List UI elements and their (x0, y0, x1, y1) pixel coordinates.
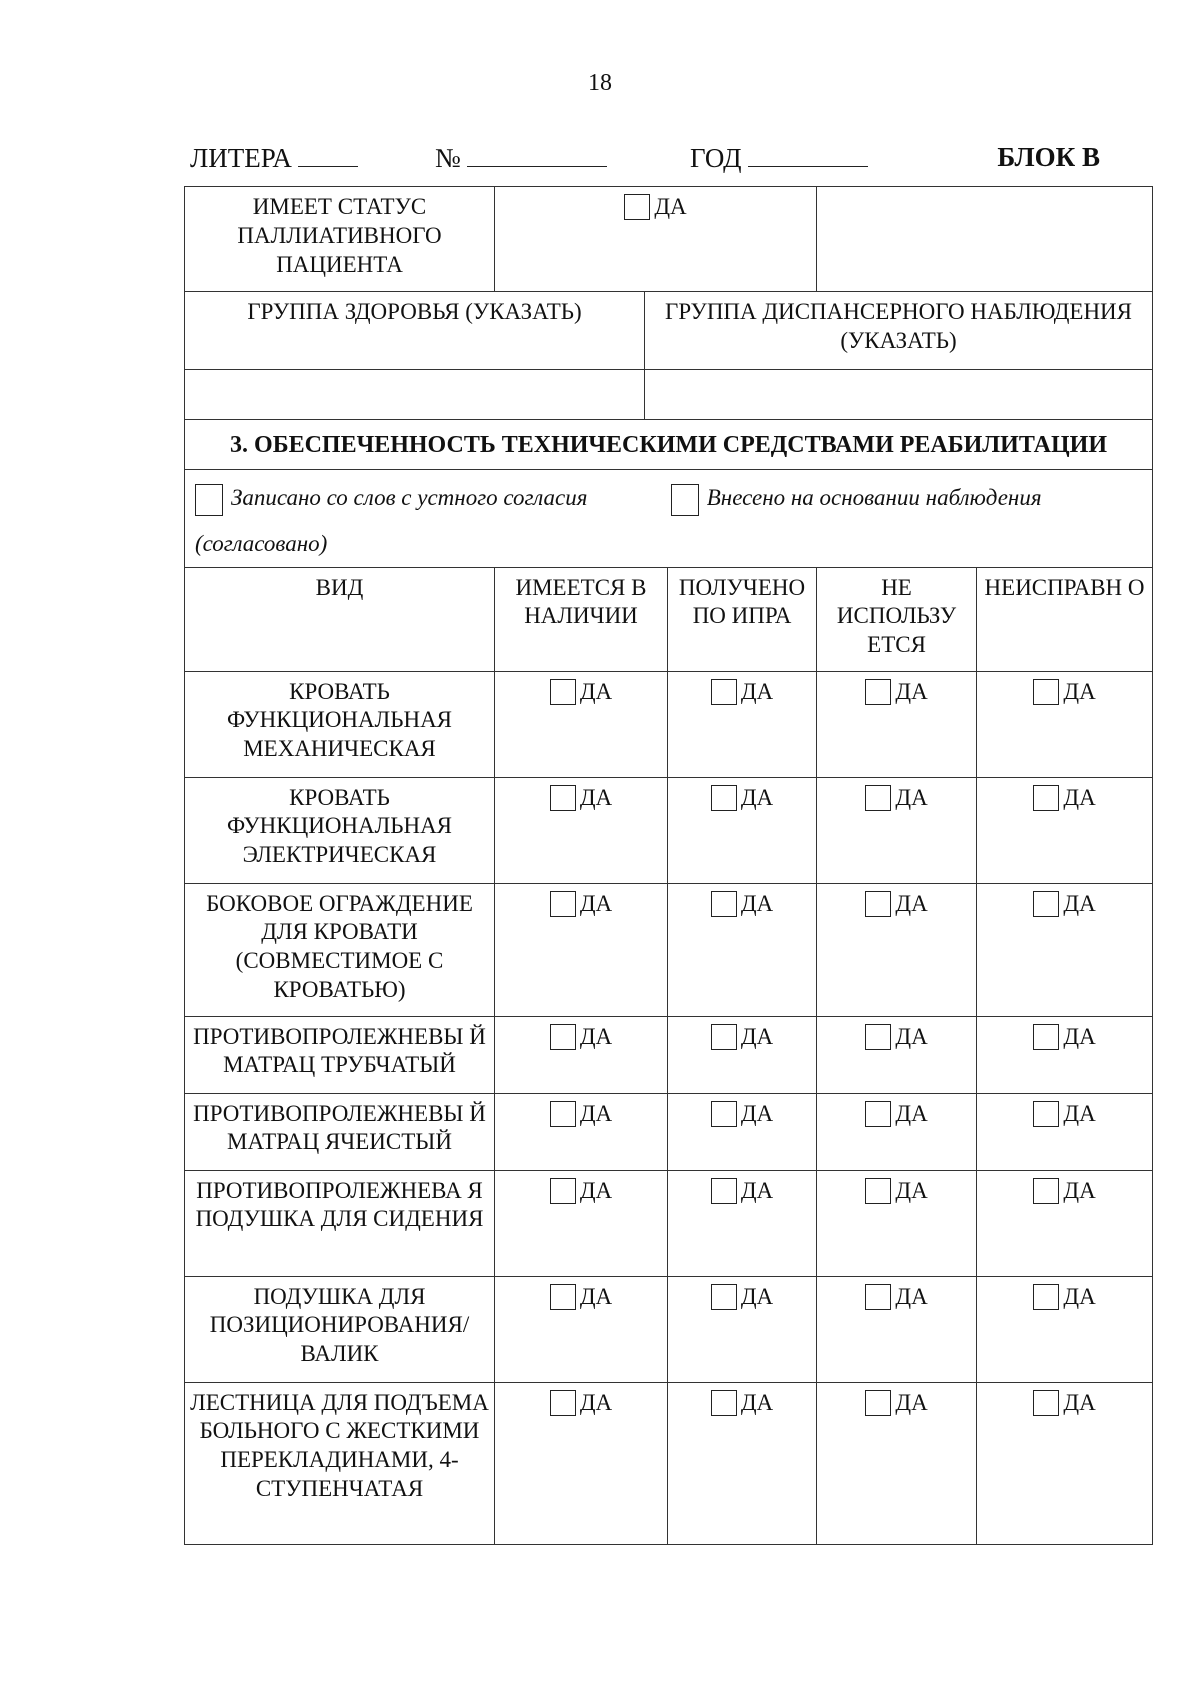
litera-label: ЛИТЕРА (190, 143, 292, 173)
status-cell (495, 883, 668, 1016)
yes-checkbox[interactable] (1033, 785, 1059, 811)
litera-blank[interactable] (298, 142, 358, 167)
status-cell (977, 1382, 1153, 1544)
yes-checkbox[interactable] (550, 1390, 576, 1416)
yes-checkbox[interactable] (865, 1390, 891, 1416)
status-cell (668, 1170, 817, 1276)
year-field[interactable] (690, 142, 868, 174)
status-cell (977, 1093, 1153, 1170)
yes-checkbox[interactable] (1033, 1024, 1059, 1050)
status-cell (977, 671, 1153, 777)
yes-checkbox[interactable] (1033, 891, 1059, 917)
yes-checkbox[interactable] (1033, 679, 1059, 705)
palliative-yes-checkbox[interactable] (624, 194, 650, 220)
dispensary-group-label: ГРУППА ДИСПАНСЕРНОГО НАБЛЮДЕНИЯ (УКАЗАТЬ) (645, 292, 1153, 370)
status-cell (977, 1016, 1153, 1093)
year-blank[interactable] (748, 142, 868, 167)
health-group-input[interactable] (185, 370, 645, 420)
data-source-row (185, 470, 1153, 568)
yes-checkbox[interactable] (550, 785, 576, 811)
section-title: 3. ОБЕСПЕЧЕННОСТЬ ТЕХНИЧЕСКИМИ СРЕДСТВАМИ РЕАБИЛИТАЦИИ (185, 420, 1153, 470)
yes-checkbox[interactable] (1033, 1390, 1059, 1416)
yes-label: ДА (895, 890, 928, 916)
block-label: БЛОК В (997, 142, 1100, 172)
source-observed-option (671, 484, 1042, 516)
yes-label: ДА (740, 1023, 774, 1049)
yes-label: ДА (740, 678, 774, 704)
status-cell (817, 1016, 977, 1093)
yes-label: ДА (579, 1177, 613, 1203)
table-row (185, 671, 1153, 777)
status-cell (495, 1016, 668, 1093)
column-header: НЕИСПРАВН О (977, 567, 1153, 671)
column-header: НЕ ИСПОЛЬЗУ ЕТСЯ (817, 567, 977, 671)
yes-checkbox[interactable] (550, 679, 576, 705)
item-name: ПРОТИВОПРОЛЕЖНЕВА Я ПОДУШКА ДЛЯ СИДЕНИЯ (185, 1170, 495, 1276)
yes-checkbox[interactable] (711, 1178, 737, 1204)
source-observed-label: Внесено на основании наблюдения (706, 485, 1042, 510)
status-cell (817, 1170, 977, 1276)
table-row (185, 1016, 1153, 1093)
page-number: 18 (588, 70, 612, 96)
source-verbal-continuation: (согласовано) (195, 530, 328, 556)
yes-label: ДА (579, 890, 613, 916)
item-name: КРОВАТЬ ФУНКЦИОНАЛЬНАЯ ЭЛЕКТРИЧЕСКАЯ (185, 777, 495, 883)
yes-label: ДА (579, 1023, 613, 1049)
yes-checkbox[interactable] (550, 1178, 576, 1204)
source-verbal-checkbox[interactable] (195, 484, 223, 516)
yes-label: ДА (895, 678, 928, 704)
palliative-status-option (495, 187, 817, 292)
table-row (185, 1093, 1153, 1170)
yes-checkbox[interactable] (711, 1390, 737, 1416)
litera-field[interactable] (190, 142, 358, 174)
health-group-label: ГРУППА ЗДОРОВЬЯ (УКАЗАТЬ) (185, 292, 645, 370)
status-cell (817, 1382, 977, 1544)
yes-checkbox[interactable] (711, 891, 737, 917)
yes-checkbox[interactable] (550, 1101, 576, 1127)
yes-checkbox[interactable] (711, 785, 737, 811)
form-header (190, 142, 1100, 178)
yes-checkbox[interactable] (865, 1101, 891, 1127)
table-row (185, 777, 1153, 883)
yes-checkbox[interactable] (711, 1024, 737, 1050)
status-cell (668, 671, 817, 777)
yes-label: ДА (1063, 1283, 1096, 1309)
yes-checkbox[interactable] (1033, 1178, 1059, 1204)
yes-label: ДА (579, 1100, 613, 1126)
yes-checkbox[interactable] (865, 785, 891, 811)
source-verbal-option (195, 484, 665, 516)
yes-label: ДА (740, 1283, 774, 1309)
status-cell (668, 1016, 817, 1093)
yes-label: ДА (740, 890, 774, 916)
yes-label: ДА (895, 784, 928, 810)
yes-label: ДА (579, 1283, 613, 1309)
columns-header-row (185, 567, 1153, 671)
status-cell (495, 777, 668, 883)
number-blank[interactable] (467, 142, 607, 167)
yes-checkbox[interactable] (865, 1284, 891, 1310)
yes-label: ДА (895, 1023, 928, 1049)
item-name: ПРОТИВОПРОЛЕЖНЕВЫ Й МАТРАЦ ЯЧЕИСТЫЙ (185, 1093, 495, 1170)
yes-label: ДА (740, 1177, 774, 1203)
table-row (185, 1170, 1153, 1276)
yes-checkbox[interactable] (711, 679, 737, 705)
item-name: ЛЕСТНИЦА ДЛЯ ПОДЪЕМА БОЛЬНОГО С ЖЕСТКИМИ ПЕРЕКЛАДИНАМИ, 4- СТУПЕНЧАТАЯ (185, 1382, 495, 1544)
year-label: ГОД (690, 143, 742, 173)
yes-checkbox[interactable] (711, 1284, 737, 1310)
status-cell (668, 883, 817, 1016)
yes-checkbox[interactable] (1033, 1284, 1059, 1310)
status-cell (668, 1093, 817, 1170)
status-cell (977, 777, 1153, 883)
status-cell (977, 1276, 1153, 1382)
rehab-form-table (184, 186, 1153, 1545)
yes-checkbox[interactable] (1033, 1101, 1059, 1127)
yes-label: ДА (1063, 1023, 1096, 1049)
yes-checkbox[interactable] (865, 1178, 891, 1204)
status-cell (817, 777, 977, 883)
status-cell (495, 1276, 668, 1382)
yes-checkbox[interactable] (550, 1024, 576, 1050)
yes-label: ДА (1063, 890, 1096, 916)
yes-label: ДА (1063, 1177, 1096, 1203)
yes-label: ДА (579, 1389, 613, 1415)
yes-label: ДА (895, 1100, 928, 1126)
yes-label: ДА (1063, 1100, 1096, 1126)
status-cell (817, 671, 977, 777)
source-observed-checkbox[interactable] (671, 484, 699, 516)
yes-label: ДА (740, 1100, 774, 1126)
status-cell (668, 777, 817, 883)
number-label: № (435, 143, 461, 173)
column-header: ВИД (185, 567, 495, 671)
status-cell (817, 1093, 977, 1170)
item-name: ПРОТИВОПРОЛЕЖНЕВЫ Й МАТРАЦ ТРУБЧАТЫЙ (185, 1016, 495, 1093)
yes-label: ДА (1063, 678, 1096, 704)
source-verbal-label: Записано со слов с устного согласия (231, 485, 588, 510)
yes-checkbox[interactable] (550, 1284, 576, 1310)
status-cell (495, 1382, 668, 1544)
status-cell (495, 671, 668, 777)
yes-label: ДА (740, 784, 774, 810)
yes-label: ДА (895, 1177, 928, 1203)
number-field[interactable] (435, 142, 607, 174)
status-cell (668, 1382, 817, 1544)
yes-label: ДА (1063, 784, 1096, 810)
yes-label: ДА (740, 1389, 774, 1415)
status-cell (817, 883, 977, 1016)
yes-checkbox[interactable] (865, 891, 891, 917)
empty-cell[interactable] (817, 187, 1153, 292)
status-cell (977, 1170, 1153, 1276)
yes-label: ДА (895, 1283, 928, 1309)
yes-checkbox[interactable] (711, 1101, 737, 1127)
status-cell (668, 1276, 817, 1382)
yes-label: ДА (895, 1389, 928, 1415)
item-name: БОКОВОЕ ОГРАЖДЕНИЕ ДЛЯ КРОВАТИ (СОВМЕСТИМОЕ С КРОВАТЬЮ) (185, 883, 495, 1016)
status-cell (495, 1170, 668, 1276)
yes-checkbox[interactable] (550, 891, 576, 917)
table-row (185, 1382, 1153, 1544)
status-cell (495, 1093, 668, 1170)
status-cell (817, 1276, 977, 1382)
table-row (185, 883, 1153, 1016)
item-name: ПОДУШКА ДЛЯ ПОЗИЦИОНИРОВАНИЯ/ ВАЛИК (185, 1276, 495, 1382)
yes-label: ДА (1063, 1389, 1096, 1415)
yes-checkbox[interactable] (865, 679, 891, 705)
yes-label: ДА (579, 678, 613, 704)
yes-label: ДА (579, 784, 613, 810)
column-header: ПОЛУЧЕНО ПО ИПРА (668, 567, 817, 671)
item-name: КРОВАТЬ ФУНКЦИОНАЛЬНАЯ МЕХАНИЧЕСКАЯ (185, 671, 495, 777)
column-header: ИМЕЕТСЯ В НАЛИЧИИ (495, 567, 668, 671)
table-row (185, 1276, 1153, 1382)
status-cell (977, 883, 1153, 1016)
palliative-status-label: ИМЕЕТ СТАТУС ПАЛЛИАТИВНОГО ПАЦИЕНТА (185, 187, 495, 292)
yes-checkbox[interactable] (865, 1024, 891, 1050)
yes-label: ДА (654, 194, 687, 219)
dispensary-group-input[interactable] (645, 370, 1153, 420)
